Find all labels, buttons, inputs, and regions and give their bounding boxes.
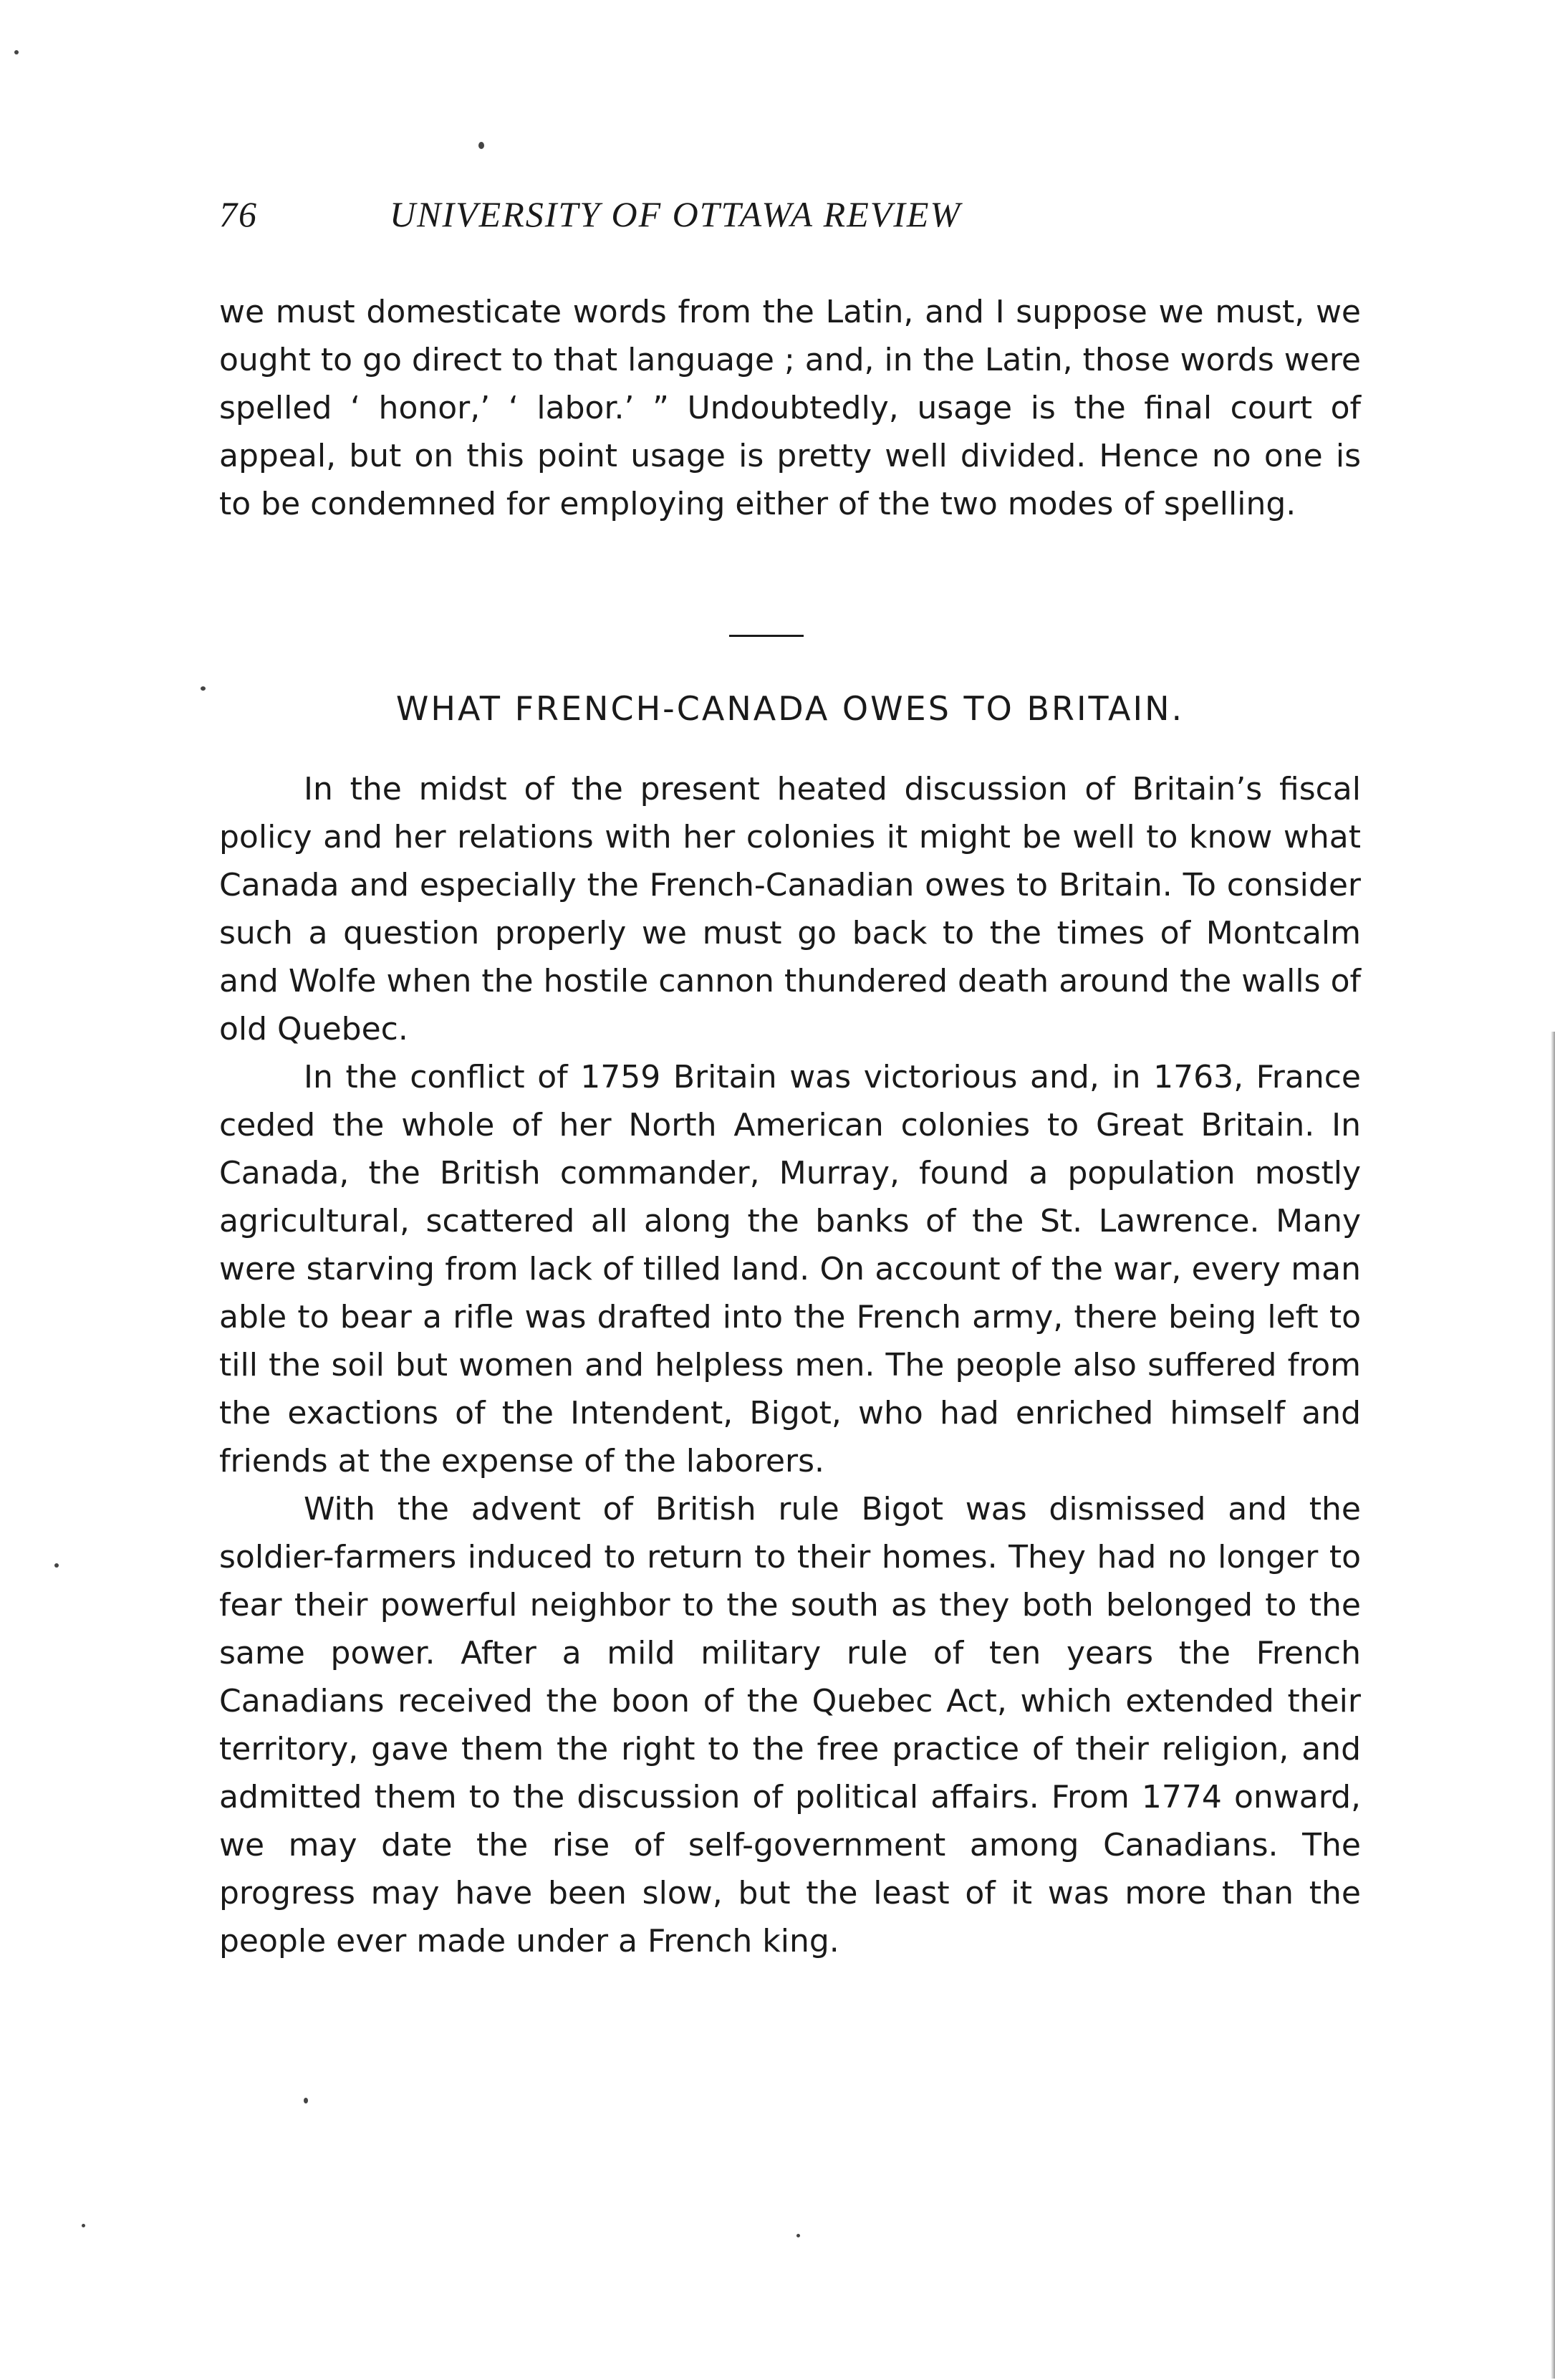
scan-edge-shadow: [1551, 1032, 1555, 2379]
article-paragraph: In the midst of the present heated discussion of Britain’s fiscal policy and her relations with her colonies it might be well to know what Canada and especially the French-Canadian owes to Britain. To consider such a question properly we must go back to the times of Montcalm and Wolfe when the hostile cannon thundered death around the walls of old Quebec.: [219, 771, 1361, 1047]
scan-speck: [14, 50, 19, 54]
scan-speck: [82, 2224, 85, 2227]
article-paragraph: In the conflict of 1759 Britain was victorious and, in 1763, France ceded the whole of her North American colonies to Great Britain. In Canada, the British commander, Murray, found a population mostly agricultural, scattered all along the banks of the St. Lawrence. Many were starving from lack of tilled land. On account of the war, every man able to bear a rifle was drafted into the French army, there being left to till the soil but women and helpless men. The people also suffered from the exactions of the Intendent, Bigot, who had enriched himself and friends at the expense of the laborers.: [219, 1059, 1361, 1479]
section-divider-rule: [729, 635, 804, 637]
page-header: [219, 193, 1365, 244]
scan-speck: [478, 142, 484, 149]
scan-speck: [796, 2234, 800, 2237]
scan-speck: [201, 686, 206, 691]
article-body: [219, 765, 1361, 2112]
running-title: UNIVERSITY OF OTTAWA REVIEW: [390, 194, 962, 234]
article-title: WHAT FRENCH-CANADA OWES TO BRITAIN.: [395, 689, 1185, 728]
continued-paragraph-block: [219, 288, 1361, 582]
article-paragraph: With the advent of British rule Bigot was dismissed and the soldier-farmers induced to return to their homes. They had no longer to fear their powerful neighbor to the south as they both belonged to the same power. After a mild military rule of ten years the French Canadians received the boon of the Quebec Act, which extended their territory, gave them the right to the free practice of their religion, and admitted them to the discussion of political affairs. From 1774 onward, we may date the rise of self-government among Canadians. The progress may have been slow, but the least of it was more than the people ever made under a French king.: [219, 1491, 1361, 1959]
page-number: 76: [219, 194, 258, 234]
scan-speck: [304, 2098, 308, 2103]
continued-paragraph: we must domesticate words from the Latin, and I suppose we must, we ought to go direct to that language ; and, in the Latin, those words were spelled ‘ honor,’ ‘ labor.’ ” Undoubtedly, usage is the final court of appeal, but on this point usage is pretty well divided. Hence no one is to be condemned for employing either of the two modes of spelling.: [219, 294, 1361, 522]
scan-speck: [54, 1563, 59, 1568]
